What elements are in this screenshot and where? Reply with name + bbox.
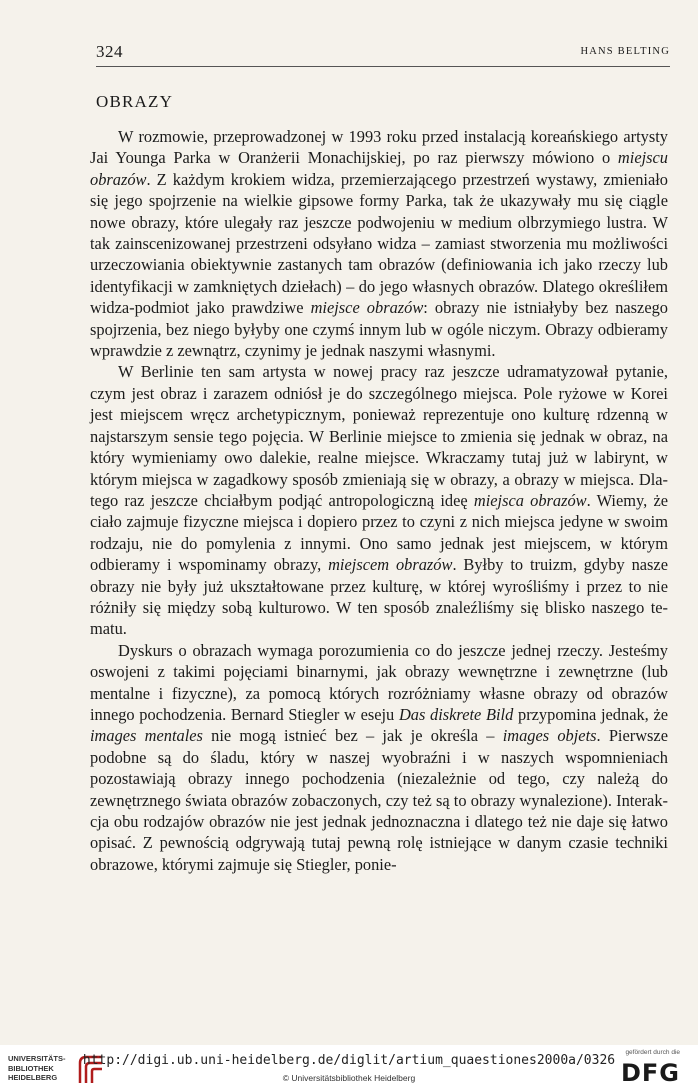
italic-phrase: miejsce obrazów xyxy=(310,298,424,318)
viewer-footer xyxy=(0,1045,698,1092)
text-run: . Pierwsze podobne są do śladu, który w naszej wyobraźni i w naszych wspomnieniach pozostawiają obrazy innego pochodzenia (niezależnie od tego, czy należą do zewnętrznego świata obrazów zobaczonych, czy też są to obrazy wynalezione). Interakcja obu rodzajów obrazów nie jest jednak jednoznaczna i dlatego też nie daje się łatwo opisać. Z pewnością odgrywają tutaj pewną rolę istniejące w danym czasie techniki obrazowe, którymi zajmuje się Stiegler, ponie- xyxy=(90,726,668,874)
library-name-line: BIBLIOTHEK xyxy=(8,1063,54,1073)
funder-logo[interactable] xyxy=(608,1049,680,1089)
text-run: Dyskurs o obrazach wymaga porozumienia co do jeszcze jednej rzeczy. Jesteśmy oswojeni z takimi pojęciami binarnymi, jak obrazy wewnętrzne i zewnętrzne (lub mentalne i fizyczne), za pomocą których rozróżniamy własne obrazy od obrazów innego pochodzenia. Bernard Stiegler w eseju xyxy=(90,640,668,724)
text-run: W Berlinie ten sam artysta w nowej pracy raz jeszcze udramatyzował pytanie, czym jest obraz i zarazem odniósł je do szczególnego miejsca. Pole ryżowe w Korei jest miejscem wręcz archetypicznym, ponieważ reprezentuje ono kulturę rdzenną w najstarszym sensie tego pojęcia. W Berlinie miejsce to zmienia się jednak w obraz, na który wymieniamy owo dalekie, realne miejsce. Wkraczamy tutaj już w labirynt, w którym miejsca w zagadkowy sposób zmieniają się w obrazy, a obrazy w miejsca. Dlatego raz jeszcze chciałbym podjąć antropologiczną ideę xyxy=(90,362,668,510)
italic-phrase: miejscem obrazów xyxy=(328,555,453,575)
text-run: . Byłby to truizm, gdyby nasze obrazy nie były już ukształtowane przez kulturę, w której wyrośliśmy i przez to nie różniły się między sobą kulturowo. W ten sposób znaleźliśmy się blisko naszego tematu. xyxy=(90,555,668,639)
text-run: . Z każdym krokiem widza, przemierzającego przestrzeń wystawy, zmieniało się jego spojrzenie na wielkie gipsowe formy Parka, tak że ukazywały mu się ciągle nowe obrazy, które ulegały raz jeszcze podwojeniu w medium olbrzymiego lustra. W tak zainscenizowanej przestrzeni odsyłano widza – zamiast stworzenia mu możliwości urzeczowiania obiektywnie zastanych tam obrazów (definiowania ich jako rzeczy lub identyfikacji w zamkniętych dziełach) – do jego własnych obrazów. Dlatego określiłem widza-podmiot jako prawdziwe xyxy=(90,169,668,318)
italic-phrase: miejscu obrazów xyxy=(90,148,668,189)
italic-phrase: miejsca obrazów xyxy=(473,490,587,510)
body-text xyxy=(90,126,668,875)
paragraph xyxy=(90,640,668,875)
dfg-logo: DFG xyxy=(620,1059,680,1087)
text-run: . Wiemy, że ciało zajmuje fizyczne miejsca i dopiero przez to czyni z nich miejsca jedyne w swoim rodzaju, nie do pomylenia z innymi. Ono samo jednak jest miejscem, w którym odbieramy i wspominamy obrazy, xyxy=(90,490,669,575)
source-url-link[interactable]: http://digi.ub.uni-heidelberg.de/diglit/artium_quaestiones2000a/0326 xyxy=(82,1053,616,1068)
text-run: : obrazy nie istniałyby bez naszego spojrzenia, bez niego byłyby one czymś innym lub w ogóle niczym. Obrazy odbieramy wprawdzie z zewnątrz, czynimy je jednak naszymi własnymi. xyxy=(90,298,668,361)
italic-phrase: images mentales xyxy=(90,726,203,746)
paragraph xyxy=(90,361,668,639)
page-number: 324 xyxy=(96,42,123,61)
italic-phrase: images objets xyxy=(502,726,597,746)
copyright-notice: © Universitätsbibliothek Heidelberg xyxy=(282,1073,416,1083)
italic-phrase: Das diskrete Bild xyxy=(398,704,514,724)
library-name-line: HEIDELBERG xyxy=(8,1073,58,1082)
text-run: przypomina jednak, że xyxy=(513,704,668,724)
section-title: OBRAZY xyxy=(96,92,174,111)
text-run: W rozmowie, przeprowadzonej w 1993 roku przed instalacją koreańskiego artysty Jai Younga Parka w Oranżerii Monachijskiej, po raz pierwszy mówiono o xyxy=(90,127,668,168)
page-header xyxy=(96,42,670,64)
paragraph xyxy=(90,126,668,361)
library-name-line: UNIVERSITÄTS- xyxy=(8,1054,66,1063)
text-run: nie mogą istnieć bez – jak je określa – xyxy=(202,726,503,746)
header-rule xyxy=(96,66,670,67)
funder-caption: gefördert durch die xyxy=(625,1049,680,1056)
running-head: HANS BELTING xyxy=(580,46,670,57)
